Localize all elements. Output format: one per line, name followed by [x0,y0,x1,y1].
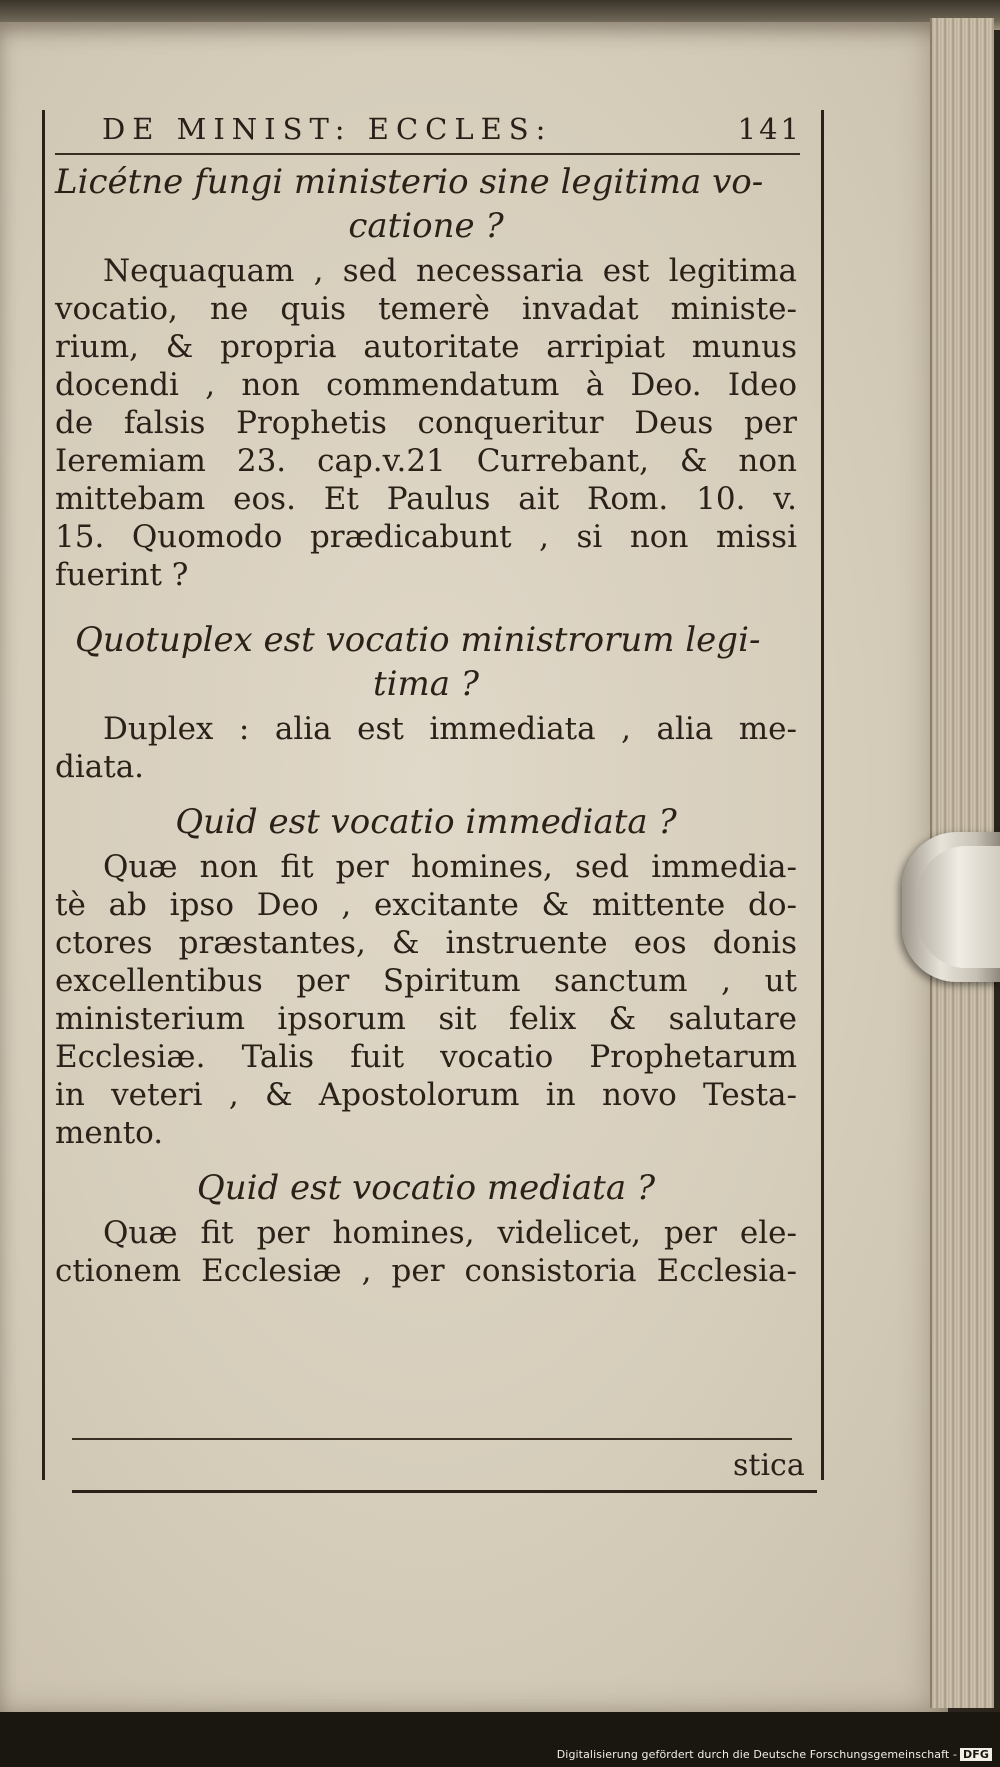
section-2 [55,618,797,786]
answer-line: diata. [55,749,145,785]
answer-line: Duplex : alia est immediata , alia me- [103,711,797,747]
question-line: Quotuplex est vocatio ministrorum legi- [75,620,761,660]
running-header [102,112,802,152]
answer-line: Quæ non fit per homines, sed immedia- [103,849,797,885]
answer-line: 15. Quomodo prædicabunt , si non missi [55,519,797,555]
answer-line: ctionem Ecclesiæ , per consistoria Ecclesia- [55,1253,797,1289]
answer-line: Ieremiam 23. cap.v.21 Currebant, & non [55,443,797,479]
section-3 [55,800,797,1152]
credit-text: Digitalisierung gefördert durch die Deutsche Forschungsgemeinschaft - [556,1748,958,1761]
answer-line: Nequaquam , sed necessaria est legitima [103,253,797,289]
answer-line: excellentibus per Spiritum sanctum , ut [55,963,797,999]
answer-2 [55,710,797,786]
answer-line: fuerint ? [55,557,189,593]
answer-line: de falsis Prophetis conqueritur Deus per [55,405,797,441]
book-clasp [902,832,1000,982]
question-line: Quid est vocatio immediata ? [175,802,677,842]
clasp-inner [918,846,1000,968]
answer-line: in veteri , & Apostolorum in novo Testa- [55,1077,797,1113]
question-4 [55,1166,797,1210]
footer-rule [72,1438,792,1440]
question-3 [55,800,797,844]
answer-line: vocatio, ne quis temerè invadat ministe- [55,291,797,327]
question-line: Licétne fungi ministerio sine legitima vo- [55,162,764,202]
answer-line: mento. [55,1115,164,1151]
frame-bottom-rule [72,1490,817,1493]
answer-4 [55,1214,797,1290]
answer-line: docendi , non commendatum à Deo. Ideo [55,367,797,403]
question-line: catione ? [348,206,504,246]
answer-line: Quæ fit per homines, videlicet, per ele- [103,1215,797,1251]
section-1 [55,160,797,594]
answer-1 [55,252,797,594]
answer-line: rium, & propria autoritate arripiat munus [55,329,797,365]
question-line: tima ? [372,664,480,704]
answer-line: mittebam eos. Et Paulus ait Rom. 10. v. [55,481,797,517]
digitization-credit [557,1748,992,1761]
page-number: 141 [737,112,802,146]
question-2 [55,618,797,706]
section-4 [55,1166,797,1290]
answer-line: tè ab ipso Deo , excitante & mittente do- [55,887,797,923]
answer-line: Ecclesiæ. Talis fuit vocatio Prophetarum [55,1039,797,1075]
dfg-logo: DFG [960,1748,992,1761]
question-line: Quid est vocatio mediata ? [196,1168,656,1208]
answer-line: ministerium ipsorum sit felix & salutare [55,1001,797,1037]
catchword: stica [733,1448,805,1483]
answer-line: ctores præstantes, & instruente eos donis [55,925,797,961]
page-body [55,160,797,1304]
running-title: DE MINIST: ECCLES: [102,112,553,146]
header-rule [55,153,800,155]
answer-3 [55,848,797,1152]
question-1 [55,160,797,248]
